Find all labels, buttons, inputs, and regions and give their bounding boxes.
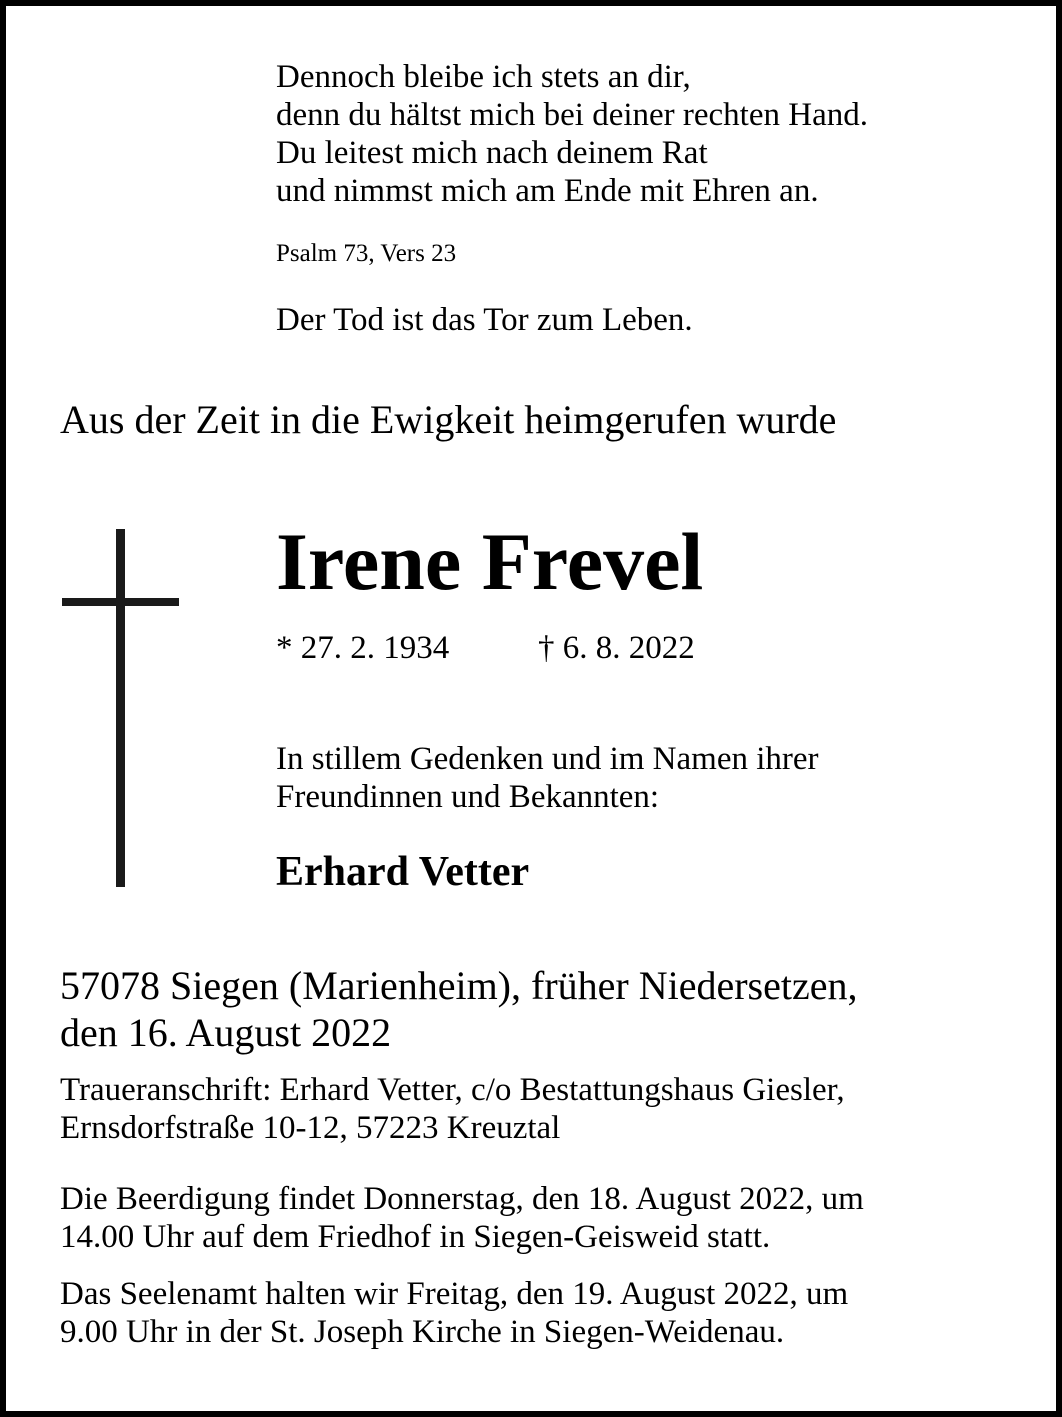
intro-text: Aus der Zeit in die Ewigkeit heimgerufen wurde [60,397,837,442]
psalm-line: Du leitest mich nach deinem Rat [276,135,708,171]
death-date: † 6. 8. 2022 [538,630,695,666]
cross-horizontal-bar [62,598,179,606]
mass-line: Das Seelenamt halten wir Freitag, den 19. August 2022, um [60,1276,849,1312]
address-line: Traueranschrift: Erhard Vetter, c/o Bestattungshaus Giesler, [60,1072,845,1108]
psalm-quote [276,58,868,210]
motto: Der Tod ist das Tor zum Leben. [276,302,693,338]
deceased-name: Irene Frevel [276,516,704,607]
psalm-line: Dennoch bleibe ich stets an dir, [276,59,691,95]
memorial-text [276,740,819,816]
cross-vertical-bar [116,529,125,887]
mourning-address [60,1071,1004,1147]
memorial-line: Freundinnen und Bekannten: [276,779,660,815]
funeral-line: 14.00 Uhr auf dem Friedhof in Siegen-Geisweid statt. [60,1219,771,1255]
place-line: 57078 Siegen (Marienheim), früher Niedersetzen, [60,963,858,1008]
memorial-line: In stillem Gedenken und im Namen ihrer [276,741,819,777]
mass-line: 9.00 Uhr in der St. Joseph Kirche in Siegen-Weidenau. [60,1314,785,1350]
date-line: den 16. August 2022 [60,1010,392,1055]
signer-name: Erhard Vetter [276,849,530,895]
psalm-line: denn du hältst mich bei deiner rechten Hand. [276,97,868,133]
place-and-date [60,962,1004,1056]
funeral-line: Die Beerdigung findet Donnerstag, den 18. August 2022, um [60,1181,864,1217]
birth-date: * 27. 2. 1934 [276,630,450,666]
psalm-reference: Psalm 73, Vers 23 [276,240,457,267]
requiem-mass-info [60,1275,1004,1351]
address-line: Ernsdorfstraße 10-12, 57223 Kreuztal [60,1110,561,1146]
psalm-line: und nimmst mich am Ende mit Ehren an. [276,173,819,209]
funeral-info [60,1180,1004,1256]
